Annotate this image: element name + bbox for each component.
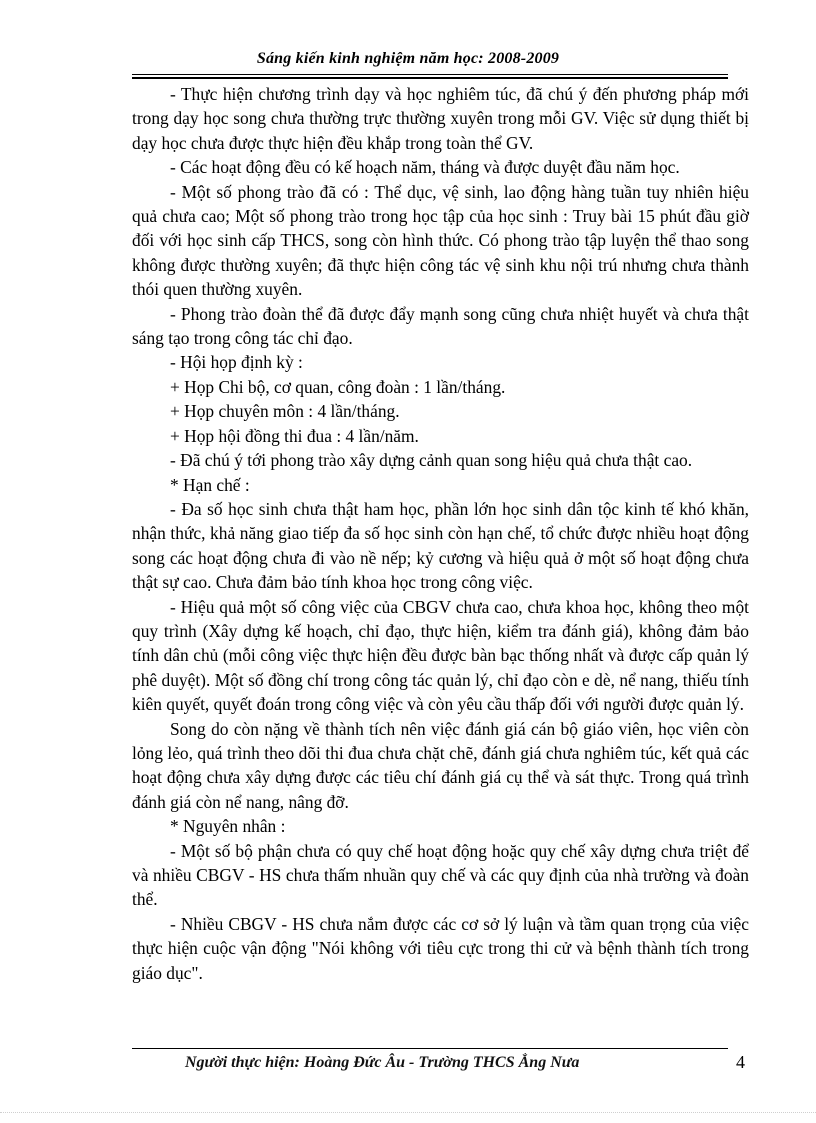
section-heading: * Hạn chế :	[170, 474, 250, 495]
header-rule-thick	[132, 77, 728, 79]
paragraph: Song do còn nặng về thành tích nên việc đánh giá cán bộ giáo viên, học viên còn lỏng lẻo, quá trình theo dõi thi đua chưa chặt chẽ, đánh giá chưa nghiêm túc, kết quả các hoạt động chưa xây dựng được các tiêu chí đánh giá cụ thể và sát thực. Trong quá trình đánh giá còn nể nang, nâng đỡ.	[132, 718, 749, 812]
header-rule-thin	[132, 74, 728, 75]
paragraph: - Đa số học sinh chưa thật ham học, phần lớn học sinh dân tộc kinh tế khó khăn, nhận thức, khả năng giao tiếp đa số học sinh còn hạn chế, tổ chức được nhiều hoạt động song các hoạt động chưa đi vào nề nếp; kỷ cương và hiệu quả ở một số hoạt động chưa thật sự cao. Chưa đảm bảo tính khoa học trong công việc.	[132, 498, 749, 593]
paragraph: + Họp Chi bộ, cơ quan, công đoàn : 1 lần/tháng.	[170, 376, 506, 397]
footer-author: Người thực hiện: Hoàng Đức Âu - Trường THCS Ẳng Nưa	[185, 1054, 580, 1071]
section-heading: * Nguyên nhân :	[170, 816, 286, 837]
paragraph: - Một số phong trào đã có : Thể dục, vệ sinh, lao động hàng tuần tuy nhiên hiệu quả chưa cao; Một số phong trào trong học tập của học sinh : Truy bài 15 phút đầu giờ đối với học sinh cấp THCS, song còn hình thức. Có phong trào tập luyện thể thao song không được thường xuyên; đã thực hiện công tác vệ sinh khu nội trú nhưng chưa thành thói quen thường xuyên.	[132, 181, 749, 300]
paragraph: - Đã chú ý tới phong trào xây dựng cảnh quan song hiệu quả chưa thật cao.	[170, 450, 693, 471]
paragraph: - Thực hiện chương trình dạy và học nghiêm túc, đã chú ý đến phương pháp mới trong dạy học song chưa thường trực thường xuyên trong mỗi GV. Việc sử dụng thiết bị dạy học chưa được thực hiện đều khắp trong toàn thể GV.	[132, 84, 749, 153]
footer-rule	[132, 1048, 728, 1049]
page-header-title: Sáng kiến kinh nghiệm năm học: 2008-2009	[256, 50, 560, 67]
paragraph: - Hội họp định kỳ :	[170, 352, 303, 373]
paragraph: - Phong trào đoàn thể đã được đẩy mạnh song cũng chưa nhiệt huyết và chưa thật sáng tạo trong công tác chỉ đạo.	[132, 303, 749, 349]
paragraph: + Họp hội đồng thi đua : 4 lần/năm.	[170, 425, 419, 446]
document-body	[132, 82, 749, 985]
paragraph: + Họp chuyên môn : 4 lần/tháng.	[170, 401, 400, 422]
paragraph: - Một số bộ phận chưa có quy chế hoạt động hoặc quy chế xây dựng chưa triệt để và nhiều CBGV - HS chưa thấm nhuần quy chế và các quy định của nhà trường và đoàn thể.	[132, 840, 749, 910]
paragraph: - Hiệu quả một số công việc của CBGV chưa cao, chưa khoa học, không theo một quy trình (Xây dựng kế hoạch, chỉ đạo, thực hiện, kiểm tra đánh giá), không đảm bảo tính dân chủ (mỗi công việc thực hiện đều được bàn bạc thống nhất và được cấp quản lý phê duyệt). Một số đồng chí trong công tác quản lý, chỉ đạo còn e dè, nể nang, thiếu tính kiên quyết, quyết đoán trong công việc và còn yêu cầu thấp đối với người được quản lý.	[132, 596, 749, 715]
paragraph: - Nhiều CBGV - HS chưa nắm được các cơ sở lý luận và tầm quan trọng của việc thực hiện cuộc vận động "Nói không với tiêu cực trong thi cử và bệnh thành tích trong giáo dục".	[132, 913, 749, 983]
paragraph: - Các hoạt động đều có kế hoạch năm, tháng và được duyệt đầu năm học.	[170, 157, 680, 178]
page-number: 4	[736, 1052, 745, 1072]
page-bottom-border	[0, 1112, 816, 1113]
